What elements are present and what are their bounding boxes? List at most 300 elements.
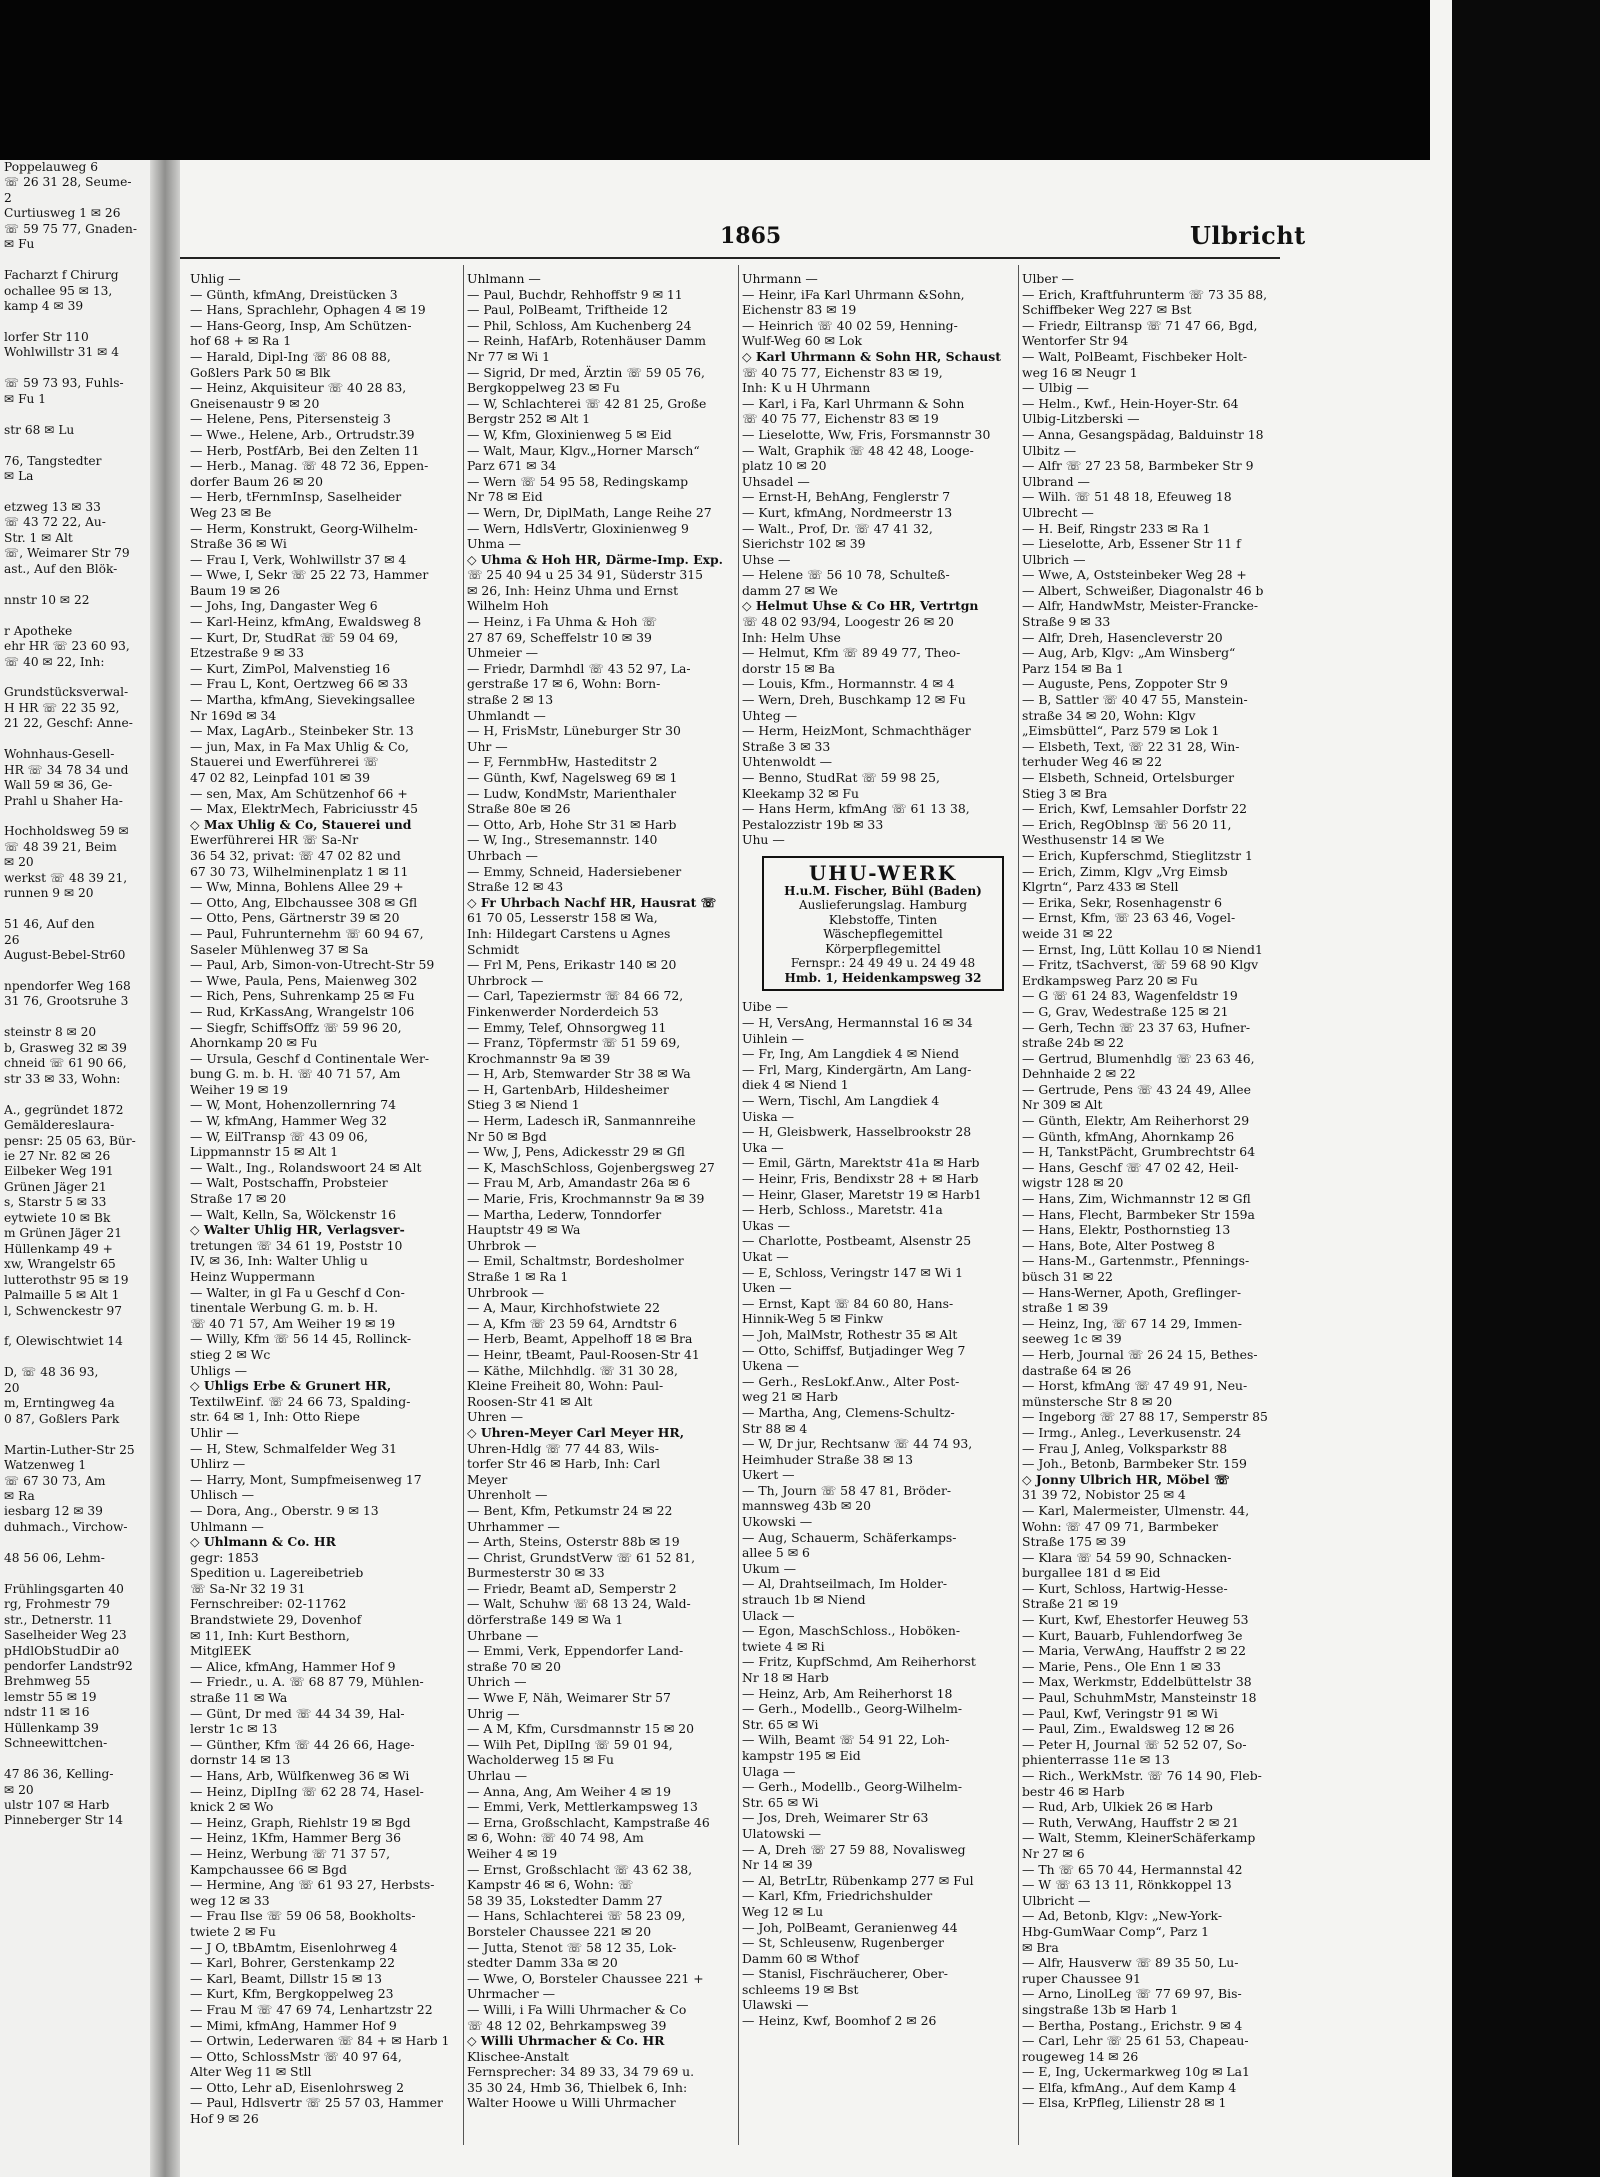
directory-entry-line: — Walt, Schuhw ☏ 68 13 24, Wald-: [467, 1596, 691, 1612]
directory-entry-line: dorfer Baum 26 ✉ 20: [190, 473, 324, 489]
directory-entry-line: — Alfr, Dreh, Hasencleverstr 20: [1022, 629, 1223, 645]
directory-entry-line: Fernsprecher: 34 89 33, 34 79 69 u.: [467, 2064, 695, 2080]
directory-entry-line: — Lieselotte, Ww, Fris, Forsmannstr 30: [742, 426, 991, 442]
directory-entry-line: ☏ 40 75 77, Eichenstr 83 ✉ 19: [742, 411, 939, 427]
left-fragment-line: Eilbeker Weg 191: [4, 1164, 114, 1179]
directory-entry-line: — Ludw, KondMstr, Marienthaler: [467, 785, 677, 801]
directory-entry-line: — Hans, Bote, Alter Postweg 8: [1022, 1237, 1215, 1253]
directory-entry-line: — Wern, Tischl, Am Langdiek 4: [742, 1093, 940, 1109]
directory-page: [180, 175, 1430, 2165]
surname-heading: Uhr —: [467, 738, 508, 754]
directory-entry-line: weg 16 ✉ Neugr 1: [1022, 364, 1138, 380]
directory-entry-line: — Hans, Sprachlehr, Ophagen 4 ✉ 19: [190, 302, 426, 318]
left-fragment-line: lemstr 55 ✉ 19: [4, 1689, 97, 1704]
directory-entry-line: — Friedr, Darmhdl ☏ 43 52 97, La-: [467, 660, 691, 676]
directory-entry-line: — Karl, i Fa, Karl Uhrmann & Sohn: [742, 395, 965, 411]
directory-entry-line: ☏ 48 02 93/94, Loogestr 26 ✉ 20: [742, 614, 954, 630]
directory-entry-line: — Heinz, Arb, Am Reiherhorst 18: [742, 1685, 953, 1701]
directory-entry-line: — Elsbeth, Schneid, Ortelsburger: [1022, 770, 1235, 785]
directory-entry-line: — Paul, Fuhrunternehm ☏ 60 94 67,: [190, 925, 424, 941]
surname-heading: Uibe —: [742, 999, 788, 1015]
left-fragment-line: Pinneberger Str 14: [4, 1813, 124, 1828]
directory-entry-firm: ◇ Uhligs Erbe & Grunert HR,: [190, 1378, 392, 1394]
directory-entry-line: — Arno, LinolLeg ☏ 77 69 97, Bis-: [1022, 1986, 1242, 2002]
surname-heading: Uhlmann —: [190, 1518, 264, 1534]
directory-entry-line: Kleekamp 32 ✉ Fu: [742, 785, 860, 801]
directory-entry-line: — Wern ☏ 54 95 58, Redingskamp: [467, 473, 689, 489]
directory-entry-line: — W, Dr jur, Rechtsanw ☏ 44 74 93,: [742, 1436, 973, 1452]
directory-entry-line: — Erich, RegOblnsp ☏ 56 20 11,: [1022, 816, 1232, 832]
directory-entry-line: — Alfr, Hausverw ☏ 89 35 50, Lu-: [1022, 1955, 1239, 1971]
directory-entry-line: — Helene, Pens, Pitersensteig 3: [190, 411, 391, 427]
directory-entry-line: — Frau L, Kont, Oertzweg 66 ✉ 33: [190, 676, 409, 692]
left-fragment-line: ✉ Ra: [4, 1488, 35, 1503]
left-fragment-line: ochallee 95 ✉ 13,: [4, 283, 113, 298]
page-edge: [1430, 0, 1452, 2177]
surname-heading: Ulbig-Litzberski —: [1022, 411, 1140, 427]
directory-entry-line: — Jutta, Stenot ☏ 58 12 35, Lok-: [467, 1939, 677, 1955]
directory-entry-line: straße 70 ✉ 20: [467, 1658, 561, 1674]
left-fragment-line: npendorfer Weg 168: [4, 979, 131, 994]
surname-heading: Ukum —: [742, 1560, 797, 1576]
surname-heading: Uhrhammer —: [467, 1518, 560, 1534]
left-fragment-line: etzweg 13 ✉ 33: [4, 499, 101, 514]
surname-heading: Uhma —: [467, 536, 521, 552]
left-fragment-line: 2: [4, 190, 12, 205]
directory-entry-line: ☏ Sa-Nr 32 19 31: [190, 1580, 306, 1596]
surname-heading: Uhren —: [467, 1409, 523, 1425]
directory-entry-line: — Heinz, Werbung ☏ 71 37 57,: [190, 1845, 391, 1861]
directory-entry-line: Stieg 3 ✉ Bra: [1022, 785, 1108, 801]
uhu-werk-advertisement: [762, 856, 1004, 992]
directory-entry-line: — Hans, Arb, Wülfkenweg 36 ✉ Wi: [190, 1768, 410, 1783]
directory-entry-line: bestr 46 ✉ Harb: [1022, 1783, 1125, 1799]
directory-entry-line: — W, Kfm, Gloxinienweg 5 ✉ Eid: [467, 426, 672, 442]
left-fragment-line: duhmach., Virchow-: [4, 1519, 128, 1534]
surname-heading: Uihlein —: [742, 1030, 804, 1046]
surname-heading: Uhligs —: [190, 1362, 247, 1378]
surname-heading: Uka —: [742, 1139, 784, 1155]
directory-entry-line: Hinnik-Weg 5 ✉ Finkw: [742, 1311, 884, 1327]
directory-entry-line: — Walt, Kelln, Sa, Wölckenstr 16: [190, 1206, 397, 1222]
left-fragment-line: Hüllenkamp 49 +: [4, 1241, 113, 1256]
directory-entry-line: Pestalozzistr 19b ✉ 33: [742, 816, 884, 832]
left-fragment-line: Prahl u Shaher Ha-: [4, 793, 123, 808]
directory-entry-line: — Bent, Kfm, Petkumstr 24 ✉ 22: [467, 1502, 673, 1518]
directory-entry-line: — Herm, Ladesch iR, Sanmannreihe: [467, 1113, 696, 1129]
directory-entry-line: — W, Schlachterei ☏ 42 81 25, Große: [467, 395, 707, 411]
directory-entry-line: Heimhuder Straße 38 ✉ 13: [742, 1451, 914, 1467]
directory-entry-line: — Elsbeth, Text, ☏ 22 31 28, Win-: [1022, 738, 1240, 754]
directory-entry-line: — Aug, Arb, Klgv: „Am Winsberg“: [1022, 645, 1236, 661]
left-fragment-line: ☏ 59 75 77, Gnaden-: [4, 221, 137, 236]
left-fragment-line: ✉ La: [4, 469, 34, 484]
directory-entry-line: torfer Str 46 ✉ Harb, Inh: Carl: [467, 1456, 661, 1472]
directory-entry-line: Hbg-GumWaar Comp“, Parz 1: [1022, 1923, 1210, 1939]
left-fragment-line: Wohlwillstr 31 ✉ 4: [4, 345, 119, 360]
left-fragment-line: [0, 902, 152, 917]
directory-entry-line: — Hans, Geschf ☏ 47 02 42, Heil-: [1022, 1159, 1239, 1175]
ad-line: Klebstoffe, Tinten: [828, 912, 938, 927]
directory-entry-line: — Heinz, 1Kfm, Hammer Berg 36: [190, 1830, 402, 1846]
left-fragment-line: str 68 ✉ Lu: [4, 422, 75, 437]
left-fragment-line: Watzenweg 1: [4, 1458, 87, 1473]
directory-entry-line: — Otto, Pens, Gärtnerstr 39 ✉ 20: [190, 910, 400, 926]
ad-line: Wäschepflegemittel: [823, 927, 943, 942]
directory-entry-line: ruper Chaussee 91: [1022, 1970, 1141, 1986]
directory-entry-line: — Carl, Tapeziermstr ☏ 84 66 72,: [467, 988, 684, 1004]
directory-entry-line: — Gerh., Modellb., Georg-Wilhelm-: [742, 1779, 963, 1795]
left-fragment-line: nnstr 10 ✉ 22: [4, 592, 90, 607]
directory-entry-line: — Günth, kfmAng, Ahornkamp 26: [1022, 1128, 1235, 1144]
surname-heading: Uhsadel —: [742, 473, 810, 489]
directory-entry-line: Straße 1 ✉ Ra 1: [467, 1269, 569, 1284]
directory-entry-line: Krochmannstr 9a ✉ 39: [467, 1050, 611, 1066]
directory-entry-line: — Kurt, Dr, StudRat ☏ 59 04 69,: [190, 629, 399, 645]
ad-line: Körperpflegemittel: [825, 941, 941, 956]
directory-entry-line: — Joh, PolBeamt, Geranienweg 44: [742, 1919, 958, 1935]
directory-entry-line: Fernschreiber: 02-11762: [190, 1596, 347, 1612]
directory-entry-line: — Auguste, Pens, Zoppoter Str 9: [1022, 676, 1228, 692]
surname-heading: Uhtenwoldt —: [742, 754, 832, 770]
directory-entry-line: — Günt, Dr med ☏ 44 34 39, Hal-: [190, 1705, 405, 1721]
directory-entry-line: — W ☏ 63 13 11, Rönkkoppel 13: [1022, 1877, 1232, 1893]
directory-entry-line: — Erich, Zimm, Klgv „Vrg Eimsb: [1022, 863, 1228, 879]
left-fragment-line: 48 56 06, Lehm-: [4, 1550, 105, 1565]
directory-entry-line: Parz 154 ✉ Ba 1: [1022, 660, 1124, 676]
left-fragment-line: [0, 438, 152, 453]
surname-heading: Uhrbrok —: [467, 1237, 537, 1253]
directory-entry-line: — Emmi, Verk, Mettlerkampsweg 13: [467, 1799, 698, 1815]
left-fragment-line: ☏ 26 31 28, Seume-: [4, 175, 132, 190]
surname-heading: Ulbrand —: [1022, 473, 1090, 489]
left-fragment-line: ✉ Fu 1: [4, 391, 47, 406]
directory-entry-line: Wilhelm Hoh: [467, 598, 549, 614]
directory-entry-line: — Heinr, tBeamt, Paul-Roosen-Str 41: [467, 1346, 700, 1362]
directory-entry-line: — Hans Herm, kfmAng ☏ 61 13 38,: [742, 801, 970, 817]
directory-entry-line: — Ernst, Kfm, ☏ 23 63 46, Vogel-: [1022, 910, 1236, 926]
left-fragment-line: Saselheider Weg 23: [4, 1628, 127, 1643]
directory-entry-line: — Irmg., Anleg., Leverkusenstr. 24: [1022, 1424, 1242, 1440]
left-fragment-line: str., Detnerstr. 11: [4, 1612, 113, 1627]
directory-entry-line: — W, EilTransp ☏ 43 09 06,: [190, 1128, 369, 1144]
surname-heading: Ulbrecht —: [1022, 504, 1094, 520]
directory-entry-line: gerstraße 17 ✉ 6, Wohn: Born-: [467, 676, 661, 692]
surname-heading: Ulaga —: [742, 1763, 796, 1779]
left-fragment-line: l, Schwenckestr 97: [4, 1303, 122, 1318]
directory-entry-line: 35 30 24, Hmb 36, Thielbek 6, Inh:: [467, 2079, 688, 2095]
surname-heading: Uhlisch —: [190, 1487, 254, 1503]
directory-entry-firm: ◇ Walter Uhlig HR, Verlagsver-: [190, 1222, 405, 1238]
left-fragment-line: 0 87, Goßlers Park: [4, 1411, 120, 1426]
directory-entry-line: — Frau J, Anleg, Volksparkstr 88: [1022, 1440, 1228, 1456]
directory-entry-line: — Günther, Kfm ☏ 44 26 66, Hage-: [190, 1736, 415, 1752]
left-fragment-line: [0, 608, 152, 623]
directory-entry-line: — Ursula, Geschf d Continentale Wer-: [190, 1050, 430, 1066]
directory-entry-line: allee 5 ✉ 6: [742, 1545, 810, 1561]
left-fragment-line: Brehmweg 55: [4, 1674, 91, 1689]
directory-entry-line: — Paul, Buchdr, Rehhoffstr 9 ✉ 11: [467, 286, 683, 302]
directory-entry-line: — Erna, Großschlacht, Kampstraße 46: [467, 1814, 710, 1830]
directory-entry-line: — jun, Max, in Fa Max Uhlig & Co,: [190, 738, 409, 754]
directory-entry-line: Nr 169d ✉ 34: [190, 707, 277, 723]
directory-entry-line: Inh: Hildegart Carstens u Agnes: [467, 925, 671, 941]
surname-heading: Ukas —: [742, 1217, 791, 1233]
directory-entry-line: Goßlers Park 50 ✉ Blk: [190, 364, 331, 380]
directory-entry-line: — Martha, Lederw, Tonndorfer: [467, 1206, 662, 1222]
left-fragment-line: ☏ 48 39 21, Beim: [4, 839, 117, 854]
directory-entry-line: — Emmi, Verk, Eppendorfer Land-: [467, 1643, 684, 1659]
directory-entry-line: — Ingeborg ☏ 27 88 17, Semperstr 85: [1022, 1409, 1268, 1425]
directory-entry-line: — Max, Werkmstr, Eddelbüttelstr 38: [1022, 1674, 1252, 1690]
left-fragment-line: pHdlObStudDir a0: [4, 1643, 120, 1658]
directory-entry-firm: ◇ Helmut Uhse & Co HR, Vertrtgn: [742, 598, 979, 614]
directory-entry-line: stieg 2 ✉ Wc: [190, 1346, 271, 1362]
directory-entry-line: — Hans, Schlachterei ☏ 58 23 09,: [467, 1908, 686, 1924]
surname-heading: Uhrbrock —: [467, 972, 544, 988]
directory-entry-line: — Walt., Ing., Rolandswoort 24 ✉ Alt: [190, 1159, 422, 1175]
left-fragment-line: s, Starstr 5 ✉ 33: [4, 1195, 107, 1210]
directory-entry-line: — Kurt, Kwf, Ehestorfer Heuweg 53: [1022, 1612, 1249, 1628]
directory-entry-line: — Max, ElektrMech, Fabriciusstr 45: [190, 801, 419, 817]
directory-entry-line: — Peter H, Journal ☏ 52 52 07, So-: [1022, 1736, 1247, 1752]
surname-heading: Ukena —: [742, 1358, 799, 1374]
scan-top-border: [0, 0, 1600, 160]
directory-entry-line: — Walter, in gl Fa u Geschf d Con-: [190, 1284, 405, 1300]
directory-entry-line: Straße 21 ✉ 19: [1022, 1596, 1119, 1612]
directory-entry-line: — Marie, Pens., Ole Enn 1 ✉ 33: [1022, 1658, 1222, 1674]
ad-subtitle: H.u.M. Fischer, Bühl (Baden): [784, 883, 982, 898]
left-fragment-line: [0, 1566, 152, 1581]
left-fragment-line: 20: [4, 1380, 20, 1395]
directory-entry-line: — J O, tBbAmtm, Eisenlohrweg 4: [190, 1939, 398, 1955]
directory-entry-line: diek 4 ✉ Niend 1: [742, 1077, 849, 1093]
left-fragment-line: ☏, Weimarer Str 79: [4, 546, 130, 561]
directory-entry-line: weg 12 ✉ 33: [190, 1892, 270, 1908]
directory-entry-line: — Paul, Zim., Ewaldsweg 12 ✉ 26: [1022, 1721, 1235, 1737]
directory-entry-line: Roosen-Str 41 ✉ Alt: [467, 1393, 593, 1409]
surname-heading: Uhrich —: [467, 1674, 527, 1690]
left-fragment-line: [0, 1319, 152, 1334]
left-fragment-line: werkst ☏ 48 39 21,: [4, 870, 128, 885]
directory-entry-line: Bergkoppelweg 23 ✉ Fu: [467, 380, 620, 396]
directory-entry-line: — Gertrude, Pens ☏ 43 24 49, Allee: [1022, 1081, 1251, 1097]
directory-entry-line: Hauptstr 49 ✉ Wa: [467, 1222, 581, 1238]
directory-entry-line: twiete 2 ✉ Fu: [190, 1923, 276, 1939]
directory-entry-line: Kleine Freiheit 80, Wohn: Paul-: [467, 1378, 664, 1394]
surname-heading: Ulatowski —: [742, 1825, 821, 1841]
directory-entry-line: Inh: Helm Uhse: [742, 629, 841, 645]
directory-entry-line: — Ww, Minna, Bohlens Allee 29 +: [190, 879, 404, 895]
directory-entry-line: — Rich, Pens, Suhrenkamp 25 ✉ Fu: [190, 988, 415, 1004]
directory-entry-line: — Elsa, KrPfleg, Lilienstr 28 ✉ 1: [1022, 2095, 1227, 2111]
directory-entry-line: — Emil, Schaltmstr, Bordesholmer: [467, 1253, 684, 1269]
directory-entry-line: ✉ 6, Wohn: ☏ 40 74 98, Am: [467, 1830, 644, 1846]
directory-entry-line: — Klara ☏ 54 59 90, Schnacken-: [1022, 1549, 1232, 1565]
directory-entry-line: — Fritz, KupfSchmd, Am Reiherhorst: [742, 1654, 976, 1670]
scan-right-border: [1430, 0, 1600, 2177]
directory-entry-line: — Rud, Arb, Ulkiek 26 ✉ Harb: [1022, 1799, 1213, 1815]
directory-entry-line: — Louis, Kfm., Hormannstr. 4 ✉ 4: [742, 676, 955, 692]
directory-entry-line: Alter Weg 11 ✉ Stll: [190, 2064, 312, 2080]
left-fragment-line: xw, Wrangelstr 65: [4, 1257, 116, 1272]
directory-entry-line: Uhren-Hdlg ☏ 77 44 83, Wils-: [467, 1440, 659, 1456]
directory-entry-line: burgallee 181 d ✉ Eid: [1022, 1565, 1161, 1581]
directory-entry-line: — Jos, Dreh, Weimarer Str 63: [742, 1810, 929, 1826]
directory-entry-line: str. 64 ✉ 1, Inh: Otto Riepe: [190, 1409, 360, 1425]
directory-entry-line: platz 10 ✉ 20: [742, 458, 827, 474]
directory-entry-line: — Heinr, Fris, Bendixstr 28 + ✉ Harb: [742, 1171, 979, 1186]
directory-entry-line: Lippmannstr 15 ✉ Alt 1: [190, 1144, 339, 1160]
surname-heading: Uiska —: [742, 1108, 794, 1124]
directory-entry-line: — Herb, Beamt, Appelhoff 18 ✉ Bra: [467, 1331, 693, 1347]
directory-entry-line: Schmidt: [467, 941, 520, 957]
directory-entry-line: — Al, BetrLtr, Rübenkamp 277 ✉ Ful: [742, 1872, 974, 1888]
directory-entry-firm: ◇ Max Uhlig & Co, Stauerei und: [190, 816, 412, 832]
surname-heading: Uhlir —: [190, 1424, 239, 1440]
left-fragment-line: Frühlingsgarten 40: [4, 1581, 124, 1596]
directory-entry-line: — Marie, Fris, Krochmannstr 9a ✉ 39: [467, 1191, 705, 1207]
surname-heading: Ulawski —: [742, 1997, 809, 2013]
directory-entry-line: MitglEEK: [190, 1643, 251, 1659]
directory-entry-line: — Bertha, Postang., Erichstr. 9 ✉ 4: [1022, 2017, 1243, 2033]
left-fragment-line: Schneewittchen-: [4, 1736, 108, 1751]
directory-entry-line: — Hans-Werner, Apoth, Greflinger-: [1022, 1284, 1242, 1300]
directory-entry-line: — Heinz, Akquisiteur ☏ 40 28 83,: [190, 380, 407, 396]
directory-entry-line: 58 39 35, Lokstedter Damm 27: [467, 1892, 663, 1908]
directory-entry-line: Borsteler Chaussee 221 ✉ 20: [467, 1923, 652, 1939]
directory-entry-line: — Hans, Elektr, Posthornstieg 13: [1022, 1222, 1231, 1238]
directory-entry-firm: ◇ Uhma & Hoh HR, Därme-Imp. Exp.: [467, 551, 723, 567]
directory-entry-line: — Friedr, Beamt aD, Semperstr 2: [467, 1580, 677, 1596]
directory-entry-line: — Anna, Ang, Am Weiher 4 ✉ 19: [467, 1783, 671, 1799]
directory-entry-line: Burmesterstr 30 ✉ 33: [467, 1565, 605, 1581]
directory-entry-line: — Wern, Dreh, Buschkamp 12 ✉ Fu: [742, 692, 966, 708]
directory-entry-line: — Wern, Dr, DiplMath, Lange Reihe 27: [467, 504, 712, 520]
left-fragment-line: 47 86 36, Kelling-: [4, 1767, 114, 1782]
directory-entry-line: — Martha, kfmAng, Sievekingsallee: [190, 692, 415, 708]
directory-entry-line: — Walt, Postschaffn, Probsteier: [190, 1175, 388, 1191]
directory-entry-line: — Walt, Stemm, KleinerSchäferkamp: [1022, 1830, 1256, 1846]
header-rule: [180, 257, 1280, 259]
left-fragment-line: [0, 670, 152, 685]
directory-column-3: [742, 271, 1010, 2029]
left-fragment-line: steinstr 8 ✉ 20: [4, 1025, 97, 1040]
directory-entry-line: — E, Ing, Uckermarkweg 10g ✉ La1: [1022, 2064, 1250, 2080]
directory-entry-line: terhuder Weg 46 ✉ 22: [1022, 754, 1163, 770]
directory-entry-line: — Heinrich ☏ 40 02 59, Henning-: [742, 317, 958, 333]
left-fragment-line: [0, 1087, 152, 1102]
directory-entry-line: Erdkampsweg Parz 20 ✉ Fu: [1022, 972, 1198, 988]
left-fragment-line: Wall 59 ✉ 36, Ge-: [4, 778, 113, 793]
surname-heading: Ukert —: [742, 1467, 795, 1483]
directory-entry-line: mannsweg 43b ✉ 20: [742, 1498, 871, 1514]
left-fragment-line: D, ☏ 48 36 93,: [4, 1365, 99, 1380]
directory-entry-line: — Erich, Kwf, Lemsahler Dorfstr 22: [1022, 801, 1248, 817]
directory-entry-line: — Egon, MaschSchloss., Hoböken-: [742, 1623, 961, 1639]
directory-entry-line: — Heinz, Ing, ☏ 67 14 29, Immen-: [1022, 1315, 1242, 1331]
directory-entry-line: — Ruth, VerwAng, Hauffstr 2 ✉ 21: [1022, 1814, 1239, 1830]
left-fragment-line: [0, 809, 152, 824]
column-separator: [738, 265, 739, 2145]
directory-entry-line: — Hans, Flecht, Barmbeker Str 159a: [1022, 1206, 1255, 1222]
surname-heading: Uhmeier —: [467, 645, 539, 661]
surname-heading: Uhu —: [742, 832, 785, 848]
surname-heading: Ulbricht —: [1022, 1892, 1091, 1908]
directory-entry-line: — Wilh. ☏ 51 48 18, Efeuweg 18: [1022, 489, 1232, 505]
directory-entry-line: — Th, Journ ☏ 58 47 81, Bröder-: [742, 1482, 952, 1498]
directory-entry-line: Straße 17 ✉ 20: [190, 1191, 287, 1207]
left-fragment-line: b, Grasweg 32 ✉ 39: [4, 1040, 127, 1055]
directory-entry-line: — Christ, GrundstVerw ☏ 61 52 81,: [467, 1549, 696, 1565]
left-fragment-line: H HR ☏ 22 35 92,: [4, 700, 120, 715]
directory-entry-line: Hof 9 ✉ 26: [190, 2111, 259, 2127]
directory-entry-line: — Paul, Hdlsvertr ☏ 25 57 03, Hammer: [190, 2095, 443, 2111]
directory-entry-line: Baum 19 ✉ 26: [190, 582, 280, 598]
surname-heading: Uhrlau —: [467, 1768, 528, 1783]
directory-entry-line: — Karl-Heinz, kfmAng, Ewaldsweg 8: [190, 614, 422, 630]
directory-entry-line: 36 54 32, privat: ☏ 47 02 82 und: [190, 847, 401, 863]
page-number: 1865: [720, 223, 782, 249]
directory-entry-line: — Frau Ilse ☏ 59 06 58, Bookholts-: [190, 1908, 416, 1924]
directory-entry-line: Etzestraße 9 ✉ 33: [190, 645, 304, 661]
left-fragment-line: Grundstücksverwal-: [4, 685, 129, 700]
directory-entry-line: Nr 309 ✉ Alt: [1022, 1097, 1103, 1113]
directory-entry-line: — Karl, Malermeister, Ulmenstr. 44,: [1022, 1502, 1250, 1518]
left-fragment-line: kamp 4 ✉ 39: [4, 299, 84, 314]
left-fragment-line: Curtiusweg 1 ✉ 26: [4, 206, 121, 221]
directory-entry-line: — Günth, Elektr, Am Reiherhorst 29: [1022, 1113, 1250, 1129]
directory-entry-line: — H, Arb, Stemwarder Str 38 ✉ Wa: [467, 1066, 691, 1082]
left-fragment-line: ☏ 40 ✉ 22, Inh:: [4, 654, 105, 669]
directory-entry-line: Klgrtn“, Parz 433 ✉ Stell: [1022, 879, 1179, 895]
directory-entry-line: Dehnhaide 2 ✉ 22: [1022, 1066, 1136, 1082]
directory-entry-line: — Martha, Ang, Clemens-Schultz-: [742, 1404, 955, 1420]
directory-entry-line: — Käthe, Milchhdlg. ☏ 31 30 28,: [467, 1362, 678, 1378]
directory-entry-line: rougeweg 14 ✉ 26: [1022, 2048, 1139, 2064]
directory-entry-line: dorstr 15 ✉ Ba: [742, 660, 836, 676]
directory-entry-line: kampstr 195 ✉ Eid: [742, 1747, 861, 1763]
directory-entry-line: — sen, Max, Am Schützenhof 66 +: [190, 785, 408, 801]
directory-entry-line: — Helm., Kwf., Hein-Hoyer-Str. 64: [1022, 395, 1239, 411]
directory-entry-line: dörferstraße 149 ✉ Wa 1: [467, 1612, 624, 1628]
directory-entry-line: — H, FrisMstr, Lüneburger Str 30: [467, 723, 681, 739]
directory-entry-line: — B, Sattler ☏ 40 47 55, Manstein-: [1022, 692, 1248, 708]
directory-entry-line: — Wwe., Helene, Arb., Ortrudstr.39: [190, 426, 415, 442]
directory-column-2: [467, 271, 735, 2111]
directory-entry-line: — Horst, kfmAng ☏ 47 49 91, Neu-: [1022, 1378, 1248, 1394]
directory-entry-line: — Otto, SchlossMstr ☏ 40 97 64,: [190, 2048, 402, 2064]
directory-entry-line: Kampstr 46 ✉ 6, Wohn: ☏: [467, 1877, 634, 1893]
left-fragment-line: [0, 361, 152, 376]
directory-entry-line: weide 31 ✉ 22: [1022, 925, 1113, 941]
left-fragment-line: lutterothstr 95 ✉ 19: [4, 1272, 129, 1287]
left-fragment-line: Facharzt f Chirurg: [4, 268, 119, 283]
directory-entry-line: 67 30 73, Wilhelminenplatz 1 ✉ 11: [190, 863, 409, 879]
directory-entry-line: — Reinh, HafArb, Rotenhäuser Damm: [467, 333, 707, 349]
surname-heading: Uhrmann —: [742, 271, 818, 286]
directory-entry-line: Weiher 19 ✉ 19: [190, 1081, 288, 1097]
directory-entry-line: — Joh, MalMstr, Rothestr 35 ✉ Alt: [742, 1326, 958, 1342]
left-fragment-line: pendorfer Landstr92: [4, 1658, 133, 1673]
directory-entry-line: — Emmy, Schneid, Hadersiebener: [467, 863, 682, 879]
left-fragment-line: ✉ 20: [4, 1782, 34, 1797]
directory-entry-line: büsch 31 ✉ 22: [1022, 1269, 1113, 1284]
directory-entry-line: — Wilh Pet, DiplIng ☏ 59 01 94,: [467, 1736, 673, 1752]
directory-entry-line: — Emil, Gärtn, Marektstr 41a ✉ Harb: [742, 1155, 980, 1171]
surname-heading: Uhrbane —: [467, 1627, 539, 1643]
directory-entry-line: ✉ 26, Inh: Heinz Uhma und Ernst: [467, 582, 679, 598]
